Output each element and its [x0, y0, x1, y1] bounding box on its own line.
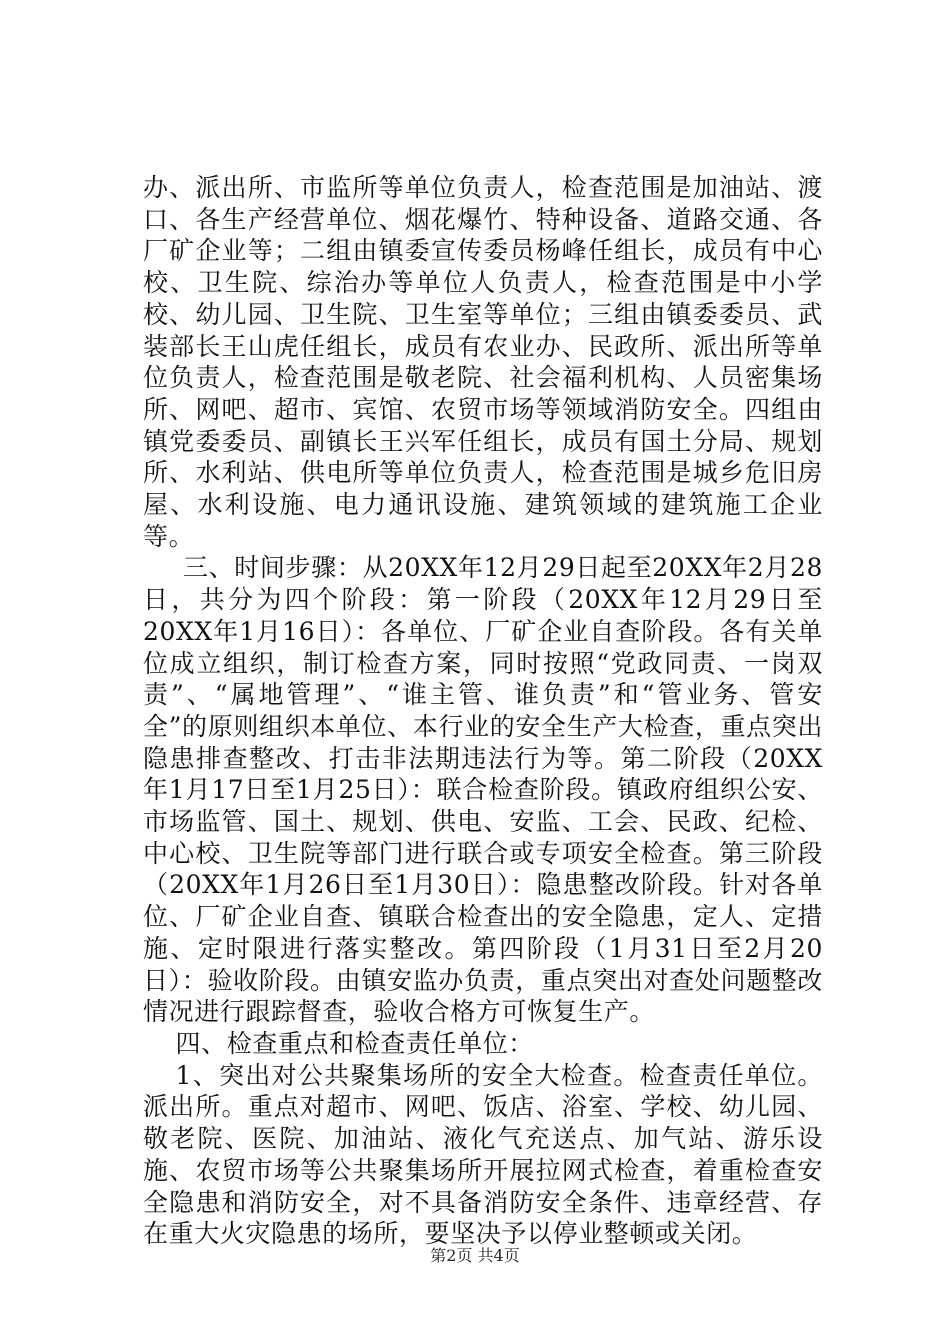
paragraph-time-steps: 三、时间步骤：从20XX年12月29日起至20XX年2月28日，共分为四个阶段：第一阶段（20XX年12月29日至20XX年1月16日）：各单位、厂矿企业自查阶段。各有关单位成立组织，制订检查方案，同时按照“党政同责、一岗双责”、“属地管理”、“谁主管、谁负责”和“管业务、管安全”的原则组织本单位、本行业的安全生产大检查，重点突出隐患排查整改、打击非法期违法行为等。第二阶段（20XX年1月17日至1月25日）：联合检查阶段。镇政府组织公安、市场监管、国土、规划、供电、安监、工会、民政、纪检、中心校、卫生院等部门进行联合或专项安全检查。第三阶段（20XX年1月26日至1月30日）：隐患整改阶段。针对各单位、厂矿企业自查、镇联合检查出的安全隐患，定人、定措施、定时限进行落实整改。第四阶段（1月31日至2月20日）：验收阶段。由镇安监办负责，重点突出对查处问题整改情况进行跟踪督查，验收合格方可恢复生产。: [143, 553, 823, 1027]
paragraph-inspection-groups: 办、派出所、市监所等单位负责人，检查范围是加油站、渡口、各生产经营单位、烟花爆竹、特种设备、道路交通、各厂矿企业等；二组由镇委宣传委员杨峰任组长，成员有中心校、卫生院、综治办等单位人负责人，检查范围是中小学校、幼儿园、卫生院、卫生室等单位；三组由镇委委员、武装部长王山虎任组长，成员有农业办、民政所、派出所等单位负责人，检查范围是敬老院、社会福利机构、人员密集场所、网吧、超市、宾馆、农贸市场等领域消防安全。四组由镇党委委员、副镇长王兴军任组长，成员有国土分局、规划所、水利站、供电所等单位负责人，检查范围是城乡危旧房屋、水利设施、电力通讯设施、建筑领域的建筑施工企业等。: [143, 173, 823, 551]
paragraph-section-heading: 四、检查重点和检查责任单位：: [175, 1028, 534, 1058]
document-body: [143, 172, 823, 1250]
page-number-footer: 第2页 共4页: [430, 1246, 520, 1265]
paragraph-public-places: 1、突出对公共聚集场所的安全大检查。检查责任单位。派出所。重点对超市、网吧、饭店、浴室、学校、幼儿园、敬老院、医院、加油站、液化气充送点、加气站、游乐设施、农贸市场等公共聚集场所开展拉网式检查，着重检查安全隐患和消防安全，对不具备消防安全条件、违章经营、存在重大火灾隐患的场所，要坚决予以停业整顿或关闭。: [143, 1060, 823, 1249]
